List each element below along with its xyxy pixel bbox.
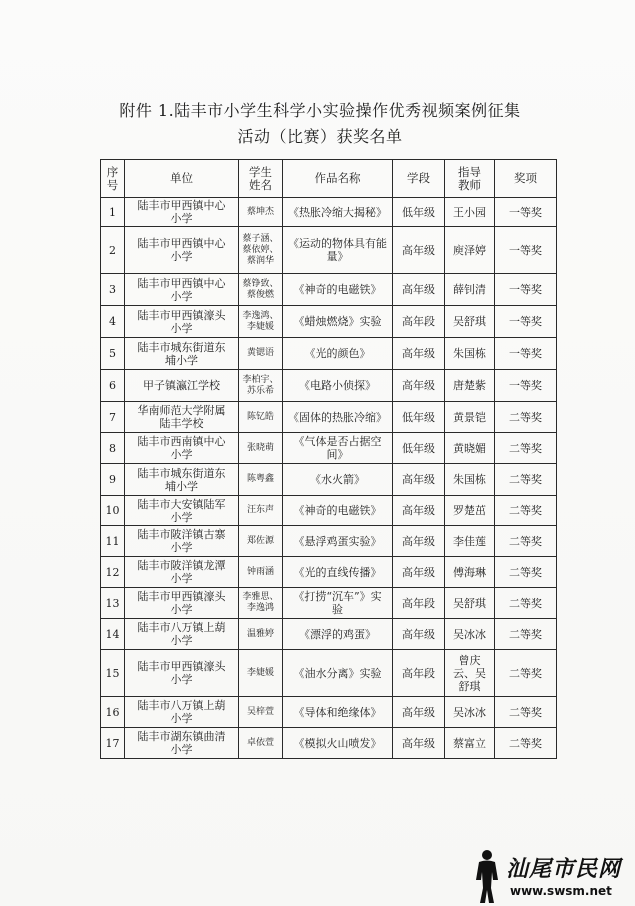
cell-no: 17: [101, 728, 125, 759]
table-row: [101, 588, 557, 619]
cell-line: 《气体是否占据空: [293, 435, 382, 448]
cell-award: 二等奖: [495, 402, 557, 433]
cell-line: 作品名称: [314, 171, 361, 185]
cell-line: 教师: [458, 177, 481, 192]
cell-line: 李雅思、: [242, 592, 279, 602]
table-row: [101, 227, 557, 274]
table-row: [101, 697, 557, 728]
cell-level: 高年级: [393, 496, 445, 526]
cell-teacher: [445, 526, 495, 557]
cell-line: 陆丰市城东街道东: [137, 340, 226, 354]
cell-line: 陆丰市甲西镇中心: [137, 237, 226, 250]
cell-teacher: [445, 338, 495, 370]
cell-award: 二等奖: [495, 728, 557, 759]
cell-line: 李婕媛: [246, 667, 274, 678]
cell-award: 二等奖: [495, 496, 557, 526]
cell-line: 学段: [407, 171, 430, 185]
cell-no: 8: [101, 433, 125, 464]
cell-teacher: [445, 227, 495, 274]
cell-work: [283, 274, 393, 306]
cell-teacher: [445, 588, 495, 619]
cell-line: 小学: [170, 743, 193, 756]
cell-no: 4: [101, 306, 125, 338]
cell-unit: [125, 697, 239, 728]
cell-line: 小学: [170, 712, 193, 725]
cell-award: 一等奖: [495, 370, 557, 402]
cell-line: 《悬浮鸡蛋实验》: [293, 534, 382, 548]
table-row: [101, 274, 557, 306]
header-teacher: [445, 160, 495, 198]
cell-unit: [125, 464, 239, 496]
cell-line: 唐楚紫: [453, 379, 486, 392]
cell-teacher: [445, 464, 495, 496]
table-row: [101, 338, 557, 370]
cell-line: 《光的颜色》: [304, 347, 371, 360]
cell-work: [283, 370, 393, 402]
cell-line: 钟雨涵: [246, 566, 274, 577]
cell-line: 奖项: [514, 171, 537, 185]
cell-line: 小学: [170, 212, 193, 225]
cell-line: 小学: [170, 634, 193, 647]
cell-line: 云、吴: [453, 666, 486, 680]
cell-line: 小学: [170, 250, 193, 263]
header-students: [239, 160, 283, 198]
cell-line: 蔡润华: [246, 255, 274, 266]
header-work: [283, 160, 393, 198]
cell-line: 埔小学: [165, 479, 198, 493]
cell-line: 量》: [326, 250, 349, 263]
cell-no: 1: [101, 198, 125, 227]
cell-award: 一等奖: [495, 198, 557, 227]
cell-line: 《运动的物体具有能: [288, 237, 387, 250]
cell-line: 吴冰冰: [453, 627, 486, 641]
table-row: [101, 728, 557, 759]
cell-line: 陆丰市甲西镇中心: [137, 276, 226, 290]
cell-work: [283, 433, 393, 464]
cell-line: 王小园: [453, 205, 486, 219]
cell-line: 《打捞“沉车”》实: [293, 590, 382, 603]
header-no: [101, 160, 125, 198]
cell-students: [239, 557, 283, 588]
cell-line: 李佳莲: [453, 534, 486, 548]
cell-line: 学生: [249, 164, 272, 179]
cell-line: 《漂浮的鸡蛋》: [299, 627, 376, 641]
cell-students: [239, 588, 283, 619]
cell-work: [283, 557, 393, 588]
cell-line: 小学: [170, 321, 193, 335]
table-row: [101, 464, 557, 496]
cell-no: 12: [101, 557, 125, 588]
cell-line: 吴舒琪: [453, 596, 486, 610]
cell-line: 《热胀冷缩大揭秘》: [288, 205, 387, 219]
cell-students: [239, 619, 283, 650]
cell-award: 二等奖: [495, 619, 557, 650]
cell-level: 高年级: [393, 728, 445, 759]
watermark-url: www.swsm.net: [510, 884, 612, 898]
cell-line: 郑佐源: [246, 535, 274, 546]
cell-line: 陆丰市八万镇上葫: [137, 621, 226, 634]
cell-unit: [125, 402, 239, 433]
cell-award: 一等奖: [495, 227, 557, 274]
cell-students: [239, 433, 283, 464]
cell-level: 低年级: [393, 433, 445, 464]
table-row: [101, 370, 557, 402]
cell-line: 姓名: [249, 177, 272, 192]
cell-teacher: [445, 496, 495, 526]
table-row: [101, 402, 557, 433]
cell-line: 蔡依婷、: [242, 244, 279, 255]
cell-line: 指导: [458, 164, 481, 179]
cell-line: 张晓萌: [246, 442, 274, 453]
cell-line: 苏乐希: [246, 385, 274, 396]
cell-teacher: [445, 728, 495, 759]
cell-line: 陆丰市大安镇陆军: [137, 497, 226, 511]
cell-line: 陆丰市湖东镇曲清: [137, 730, 226, 743]
cell-students: [239, 198, 283, 227]
cell-no: 14: [101, 619, 125, 650]
cell-line: 陆丰市甲西镇濠头: [137, 660, 226, 673]
cell-line: 《蜡烛燃烧》实验: [293, 315, 382, 328]
table-row: [101, 306, 557, 338]
cell-teacher: [445, 650, 495, 697]
cell-students: [239, 496, 283, 526]
cell-line: 验: [332, 603, 343, 616]
cell-line: 《光的直线传播》: [293, 565, 382, 579]
cell-level: 高年级: [393, 557, 445, 588]
cell-level: 高年段: [393, 650, 445, 697]
cell-students: [239, 464, 283, 496]
cell-work: [283, 728, 393, 759]
cell-line: 陆丰市甲西镇濠头: [137, 308, 226, 322]
cell-line: 甲子镇瀛江学校: [143, 379, 220, 392]
cell-line: 蔡铮致、: [242, 278, 279, 289]
cell-line: 罗楚茁: [453, 504, 486, 517]
cell-teacher: [445, 433, 495, 464]
cell-unit: [125, 306, 239, 338]
cell-no: 9: [101, 464, 125, 496]
cell-line: 陆丰学校: [159, 417, 204, 430]
cell-work: [283, 338, 393, 370]
cell-students: [239, 370, 283, 402]
cell-line: 蔡富立: [453, 736, 486, 750]
cell-unit: [125, 198, 239, 227]
cell-unit: [125, 433, 239, 464]
cell-line: 小学: [170, 603, 193, 616]
cell-line: 舒琪: [458, 679, 481, 693]
cell-unit: [125, 588, 239, 619]
cell-line: 吴舒琪: [453, 315, 486, 328]
cell-line: 吴梓萱: [246, 706, 274, 717]
cell-line: 《电路小侦探》: [299, 379, 376, 392]
cell-line: 蔡坤杰: [246, 206, 274, 217]
cell-line: 李婕媛: [246, 321, 274, 332]
cell-line: 埔小学: [165, 353, 198, 367]
cell-students: [239, 338, 283, 370]
cell-unit: [125, 619, 239, 650]
cell-work: [283, 697, 393, 728]
cell-unit: [125, 728, 239, 759]
cell-line: 陆丰市八万镇上葫: [137, 699, 226, 712]
cell-line: 序: [106, 164, 119, 179]
table-row: [101, 433, 557, 464]
watermark-text: 汕尾市民网: [506, 856, 622, 882]
cell-award: 二等奖: [495, 588, 557, 619]
cell-no: 6: [101, 370, 125, 402]
cell-line: 《油水分离》实验: [293, 666, 382, 680]
cell-line: 小学: [170, 541, 193, 554]
table-row: [101, 557, 557, 588]
table-body: [101, 198, 557, 759]
cell-line: 间》: [326, 448, 349, 461]
cell-line: 黄景铠: [453, 410, 486, 424]
cell-line: 吴冰冰: [453, 705, 486, 719]
cell-work: [283, 588, 393, 619]
cell-line: 朱国栋: [453, 473, 486, 486]
cell-no: 5: [101, 338, 125, 370]
cell-unit: [125, 338, 239, 370]
cell-line: 汪东声: [246, 505, 274, 515]
cell-award: 二等奖: [495, 433, 557, 464]
cell-no: 15: [101, 650, 125, 697]
cell-level: 高年级: [393, 697, 445, 728]
cell-award: 一等奖: [495, 274, 557, 306]
cell-unit: [125, 526, 239, 557]
cell-level: 高年级: [393, 526, 445, 557]
watermark: [470, 848, 630, 904]
cell-work: [283, 464, 393, 496]
table-row: [101, 496, 557, 526]
cell-teacher: [445, 370, 495, 402]
cell-work: [283, 619, 393, 650]
cell-level: 高年段: [393, 588, 445, 619]
cell-line: 《导体和绝缘体》: [293, 705, 382, 719]
title-line-1: 附件 1.陆丰市小学生科学小实验操作优秀视频案例征集: [119, 101, 521, 120]
cell-unit: [125, 496, 239, 526]
cell-teacher: [445, 697, 495, 728]
cell-line: 陆丰市甲西镇中心: [137, 199, 226, 212]
cell-line: 傅海琳: [453, 565, 486, 579]
cell-line: 陆丰市城东街道东: [137, 466, 226, 480]
cell-teacher: [445, 198, 495, 227]
cell-line: 《模拟火山喷发》: [293, 736, 382, 750]
cell-no: 10: [101, 496, 125, 526]
cell-line: 陆丰市甲西镇濠头: [137, 590, 226, 603]
cell-line: 黄锶语: [246, 348, 274, 358]
cell-line: 小学: [170, 510, 193, 524]
cell-line: 朱国栋: [453, 347, 486, 360]
cell-no: 11: [101, 526, 125, 557]
table-row: [101, 619, 557, 650]
header-unit: [125, 160, 239, 198]
table-header-row: [101, 160, 557, 198]
cell-work: [283, 496, 393, 526]
cell-no: 13: [101, 588, 125, 619]
cell-level: 高年级: [393, 619, 445, 650]
cell-line: 蔡俊燃: [246, 289, 274, 300]
person-silhouette-icon: [470, 848, 504, 904]
cell-teacher: [445, 402, 495, 433]
cell-award: 一等奖: [495, 306, 557, 338]
cell-level: 低年级: [393, 402, 445, 433]
cell-line: 小学: [170, 572, 193, 585]
document-title: [70, 98, 570, 150]
cell-students: [239, 274, 283, 306]
cell-unit: [125, 227, 239, 274]
cell-teacher: [445, 274, 495, 306]
cell-level: 高年级: [393, 370, 445, 402]
cell-line: 陈粤鑫: [246, 474, 274, 484]
cell-work: [283, 650, 393, 697]
cell-line: 单位: [170, 171, 193, 185]
cell-line: 《神奇的电磁铁》: [293, 504, 382, 517]
cell-students: [239, 402, 283, 433]
header-level: [393, 160, 445, 198]
cell-line: 号: [106, 177, 119, 192]
cell-level: 高年级: [393, 338, 445, 370]
cell-line: 李柏宇、: [242, 374, 279, 385]
cell-line: 蔡子涵、: [242, 233, 279, 244]
cell-award: 二等奖: [495, 697, 557, 728]
cell-level: 高年级: [393, 274, 445, 306]
cell-line: 卓依萱: [246, 737, 274, 748]
cell-students: [239, 697, 283, 728]
cell-line: 温雅婷: [246, 628, 274, 639]
cell-line: 陆丰市陂洋镇龙潭: [137, 559, 226, 572]
cell-line: 陆丰市西南镇中心: [137, 435, 226, 448]
cell-students: [239, 526, 283, 557]
cell-line: 薛钊清: [453, 283, 486, 296]
cell-teacher: [445, 619, 495, 650]
cell-work: [283, 198, 393, 227]
cell-level: 高年级: [393, 227, 445, 274]
cell-line: 庾泽婷: [453, 243, 486, 257]
cell-award: 二等奖: [495, 557, 557, 588]
cell-line: 曾庆: [458, 653, 481, 667]
cell-award: 二等奖: [495, 526, 557, 557]
table-row: [101, 198, 557, 227]
cell-work: [283, 227, 393, 274]
cell-no: 2: [101, 227, 125, 274]
cell-level: 低年级: [393, 198, 445, 227]
cell-award: 二等奖: [495, 650, 557, 697]
cell-line: 小学: [170, 448, 193, 461]
cell-level: 高年段: [393, 306, 445, 338]
cell-teacher: [445, 557, 495, 588]
cell-award: 一等奖: [495, 338, 557, 370]
cell-work: [283, 402, 393, 433]
cell-line: 《神奇的电磁铁》: [293, 283, 382, 296]
cell-award: 二等奖: [495, 464, 557, 496]
cell-work: [283, 526, 393, 557]
cell-line: 陈钇皓: [246, 411, 274, 422]
cell-line: 小学: [170, 289, 193, 303]
table-row: [101, 650, 557, 697]
cell-no: 16: [101, 697, 125, 728]
cell-students: [239, 650, 283, 697]
title-line-2: 活动（比赛）获奖名单: [237, 127, 403, 146]
cell-line: 《水火箭》: [310, 473, 365, 486]
cell-teacher: [445, 306, 495, 338]
cell-unit: [125, 370, 239, 402]
award-table: [100, 159, 557, 759]
cell-line: 华南师范大学附属: [137, 404, 226, 417]
cell-unit: [125, 650, 239, 697]
cell-no: 3: [101, 274, 125, 306]
cell-line: 黄晓媚: [453, 441, 486, 455]
cell-line: 小学: [170, 673, 193, 686]
cell-line: 李逸鸿、: [242, 310, 279, 321]
cell-unit: [125, 274, 239, 306]
cell-unit: [125, 557, 239, 588]
cell-line: 李逸鸿: [246, 603, 274, 613]
cell-level: 高年级: [393, 464, 445, 496]
cell-students: [239, 728, 283, 759]
table-row: [101, 526, 557, 557]
cell-line: 《固体的热胀冷缩》: [288, 410, 387, 424]
cell-students: [239, 306, 283, 338]
cell-no: 7: [101, 402, 125, 433]
header-award: [495, 160, 557, 198]
cell-line: 陆丰市陂洋镇古寨: [137, 528, 226, 541]
cell-students: [239, 227, 283, 274]
cell-work: [283, 306, 393, 338]
